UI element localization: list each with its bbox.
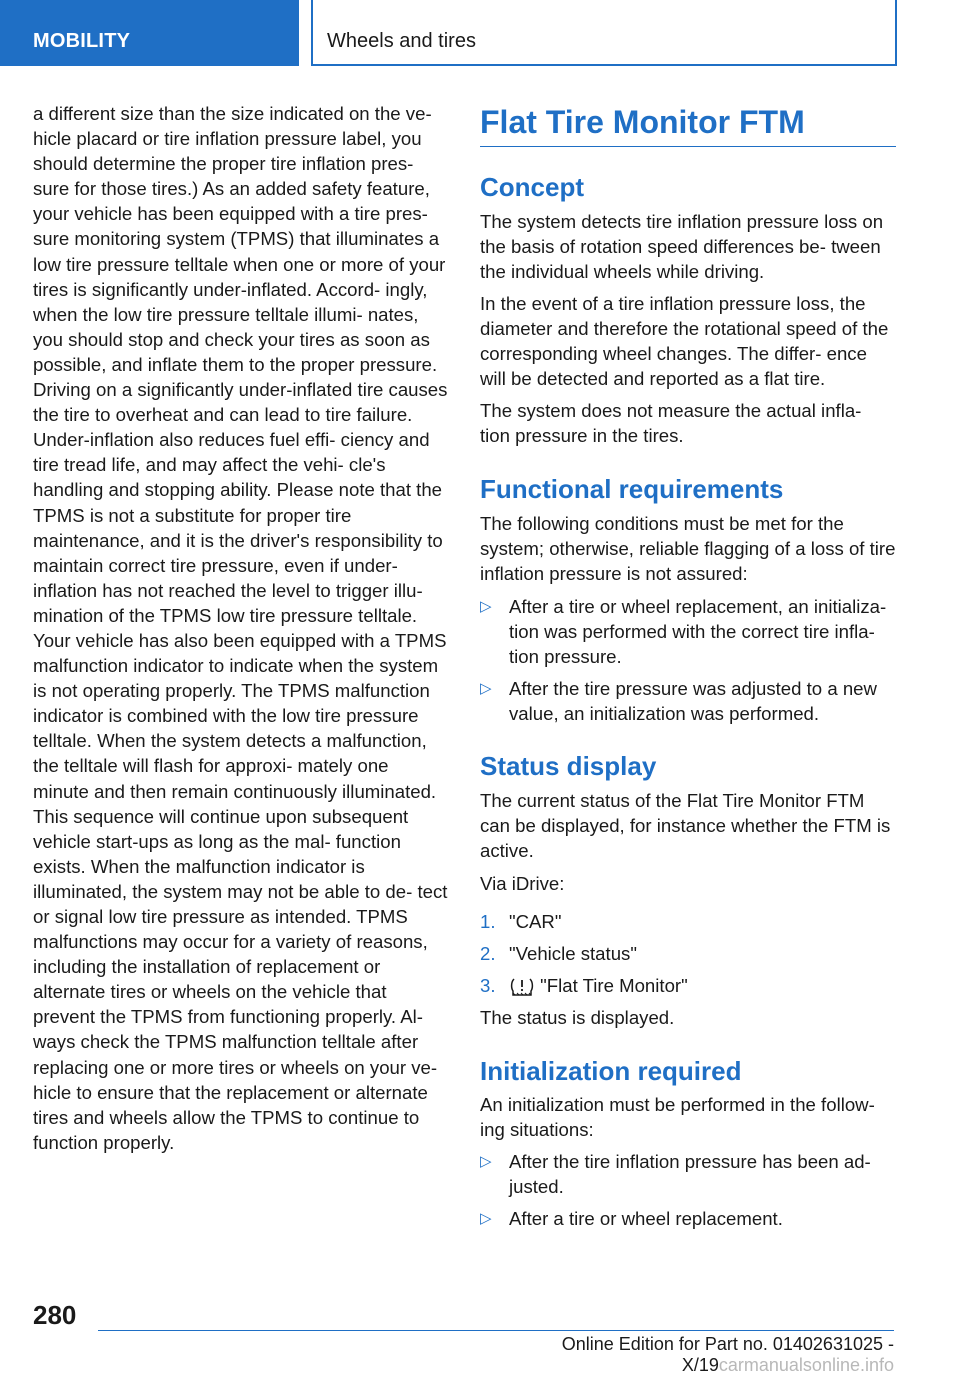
list-item: 2. "Vehicle status" (480, 943, 637, 964)
via-idrive-label: Via iDrive: (480, 873, 565, 894)
bullet-triangle-icon: ▷ (480, 1153, 492, 1170)
list-item: ▷ After the tire pressure was adjusted to a new value, an initialization was performed. (480, 678, 877, 724)
page-number: 280 (33, 1300, 77, 1330)
concept-paragraph-2: In the event of a tire inflation pressure loss, the diameter and therefore the rotational speed of the corresponding wheel changes. The differ‐ ence will be detected and reported as a flat tire. (480, 293, 889, 389)
bullet-triangle-icon: ▷ (480, 680, 492, 697)
concept-heading: Concept (480, 172, 584, 202)
header-topic-box (311, 0, 897, 66)
list-item: ▷ After a tire or wheel replacement, an initializa‐ tion was performed with the correct tire infla‐ tion pressure. (480, 596, 887, 667)
list-item: ▷ After the tire inflation pressure has been ad‐ justed. (480, 1151, 871, 1197)
watermark-text: carmanualsonline.info (718, 1355, 894, 1375)
header-section-label: MOBILITY (33, 30, 131, 52)
list-item: ▷ After a tire or wheel replacement. (480, 1208, 783, 1229)
status-display-heading: Status display (480, 751, 657, 781)
bullet-triangle-icon: ▷ (480, 1210, 492, 1227)
concept-paragraph-1: The system detects tire inflation pressure loss on the basis of rotation speed differences be‐ tween the individual wheels while driving. (480, 211, 884, 282)
footer-edition-text: Online Edition for Part no. 01402631025 - X/19 (561, 1334, 894, 1375)
functional-requirements-heading: Functional requirements (480, 474, 784, 504)
left-column-text: a different size than the size indicated on the ve‐ hicle placard or tire inflation pressure label, you should determine the proper tire inflation pres‐ sure for those tires.) As an added safety feature, your vehicle has been equipped with a tire pres‐ sure monitoring system (TPMS) that illuminates a low tire pressure telltale when one or more of your tires is significantly under-inflated. Accord‐ ingly, when the low tire pressure telltale illumi‐ nates, you should stop and check your tires as soon as possible, and inflate them to the proper pressure. Driving on a significantly under-inflated tire causes the tire to overheat and can lead to tire failure. Under-inflation also reduces fuel effi‐ ciency and tire tread life, and may affect the vehi‐ cle's handling and stopping ability. Please note that the TPMS is not a substitute for proper tire maintenance, and it is the driver's responsibility to maintain correct tire pressure, even if under- inflation has not reached the level to trigger illu‐ mination of the TPMS low tire pressure telltale. Your vehicle has also been equipped with a TPMS malfunction indicator to indicate when the system is not operating properly. The TPMS malfunction indicator is combined with the low tire pressure telltale. When the system detects a malfunction, the telltale will flash for approxi‐ mately one minute and then remain continuously illuminated. This sequence will continue upon subsequent vehicle start-ups as long as the mal‐ function exists. When the malfunction indicator is illuminated, the system may not be able to de‐ tect or signal low tire pressure as intended. TPMS malfunctions may occur for a variety of reasons, including the installation of replacement or alternate tires or wheels on the vehicle that prevent the TPMS from functioning properly. Al‐ ways check the TPMS malfunction telltale after replacing one or more tires or wheels on your ve‐ hicle to ensure that the replacement or alternate tires and wheels allow the TPMS to continue to function properly. (33, 103, 448, 1153)
initialization-heading: Initialization required (480, 1056, 742, 1086)
concept-paragraph-3: The system does not measure the actual infla‐ tion pressure in the tires. (480, 400, 862, 446)
page-title: Flat Tire Monitor FTM (480, 104, 805, 140)
functional-requirements-intro: The following conditions must be met for the system; otherwise, reliable flagging of a loss of tire inflation pressure is not assured: (480, 513, 896, 584)
bullet-triangle-icon: ▷ (480, 598, 492, 615)
initialization-intro: An initialization must be performed in the follow‐ ing situations: (480, 1094, 875, 1140)
list-item: 1. "CAR" (480, 911, 562, 932)
footer-edition (479, 1334, 894, 1376)
header-section-tab (0, 0, 299, 66)
status-display-paragraph: The current status of the Flat Tire Monitor FTM can be displayed, for instance whether the FTM is active. (480, 790, 891, 861)
title-divider (480, 146, 896, 147)
status-result-text: The status is displayed. (480, 1007, 675, 1028)
list-item: 3. "Flat Tire Monitor" (480, 973, 896, 998)
tire-pressure-warning-icon (509, 976, 535, 998)
header-topic-label: Wheels and tires (327, 30, 476, 52)
footer-divider (98, 1330, 894, 1331)
